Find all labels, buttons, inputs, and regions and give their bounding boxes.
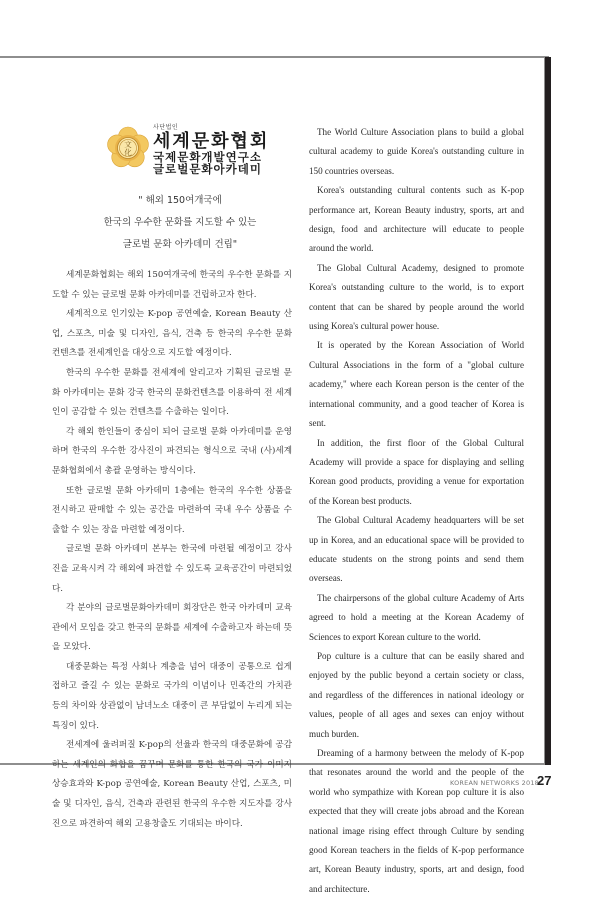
english-paragraph: It is operated by the Korean Association of World Cultural Associations in the form of a "global culture academy," where each Korean person is the center of the international community, and a good teacher of Korea is sent. (309, 340, 524, 429)
english-paragraph: The Global Cultural Academy headquarters will be set up in Korea, and an educational space will be provided to educate students on the strong points and send them overseas. (309, 515, 524, 584)
korean-paragraph: 또한 글로벌 문화 아카데미 1층에는 한국의 우수한 상품을 전시하고 판매할 수 있는 공간을 마련하여 국내 우수 상품을 수출할 수 있는 장을 마련할 예정이다. (52, 485, 292, 535)
english-paragraph: The Global Cultural Academy, designed to promote Korea's outstanding culture to the world, is to export content that can be shared by people around the world using Korea's cultural power house. (309, 262, 524, 332)
english-paragraph: The chairpersons of the global culture Academy of Arts agreed to hold a meeting at the Korean Academy of Sciences to export Korean culture to the world. (309, 592, 524, 642)
org-name: 세계문화협회 (153, 131, 270, 152)
headline-line: " 해외 150여개국에 (138, 195, 222, 206)
english-paragraph: Pop culture is a culture that can be easily shared and enjoyed by the public beyond a certain society or class, and regardless of the differences in national ideology or values, people of all ages and sexes can enjoy without much burden. (309, 650, 524, 739)
korean-paragraph: 전세계에 울려퍼질 K-pop의 선율과 한국의 대중문화에 공감하는 세계인의 화합을 꿈꾸며 문화를 통한 한국의 국가 이미지 상승효과와 K-pop 공연예술, Korean Beauty 산업, 스포츠, 미술 및 디자인, 음식, 건축과 관련된 한국의 우수한 지도자를 강사진으로 파견하여 해외 고용창출도 기대되는 바이다. (52, 740, 292, 829)
org-subtitle-2: 글로벌문화아카데미 (153, 162, 262, 176)
english-paragraph: Dreaming of a harmony between the melody of K-pop that resonates around the world and the people of the world who sympathize with Korean pop culture it is also expected that they will create jobs abroad and the Korean national image rising effect through Culture by sending good Korean teachers in the fields of K-pop performance art, Korean Beauty industry, sports, art and design, food and architecture. (309, 748, 524, 894)
frame-top-rule (0, 56, 549, 58)
headline-line: 글로벌 문화 아카데미 건립" (122, 239, 238, 250)
org-subtitle-1: 국제문화개발연구소 (153, 150, 262, 164)
headline-quote (60, 190, 300, 256)
emblem-char-top: 文 (124, 140, 132, 149)
page-number: 27 (537, 773, 552, 788)
korean-paragraph: 대중문화는 특정 사회나 계층을 넘어 대중이 공통으로 쉽게 접하고 즐길 수 있는 문화로 국가의 이념이나 민족간의 가치관 등의 차이와 상관없이 남녀노소 대중이 큰 부담없이 누리게 되는 특징이 있다. (52, 661, 292, 731)
association-logo (106, 124, 276, 174)
english-paragraph: The World Culture Association plans to build a global cultural academy to guide Korea's outstanding culture in 150 countries overseas. (309, 127, 524, 176)
korean-paragraph: 세계문화협회는 해외 150여개국에 한국의 우수한 문화를 지도할 수 있는 글로벌 문화 아카데미를 건립하고자 한다. (52, 270, 292, 300)
org-type: 사단법인 (153, 124, 179, 131)
english-paragraph: In addition, the first floor of the Global Cultural Academy will provide a space for displaying and selling Korean good products, providing a venue for exportation of the Korean best products. (309, 437, 524, 506)
korean-paragraph: 세계적으로 인기있는 K-pop 공연예술, Korean Beauty 산업, 스포츠, 미술 및 디자인, 음식, 건축 등 한국의 우수한 문화 컨텐츠를 전세계인을 대상으로 지도할 예정이다. (52, 309, 292, 359)
korean-paragraph: 각 분야의 글로벌문화아카데미 회장단은 한국 아카데미 교육관에서 모임을 갖고 한국의 문화를 세계에 수출하고자 하는데 뜻을 모았다. (52, 603, 292, 653)
headline-line: 한국의 우수한 문화를 지도할 수 있는 (103, 217, 257, 228)
korean-paragraph: 한국의 우수한 문화를 전세계에 알리고자 기획된 글로벌 문화 아카데미는 문화 강국 한국의 문화컨텐츠를 이용하여 전 세계인이 공감할 수 있는 컨텐츠를 수출하는 일이다. (52, 367, 292, 418)
english-paragraph: Korea's outstanding cultural contents such as K-pop performance art, Korean Beauty industry, sports, art and design, food and architecture will educate to people around the world. (309, 185, 524, 254)
korean-paragraph: 글로벌 문화 아카데미 본부는 한국에 마련될 예정이고 강사진을 교육시켜 각 해외에 파견할 수 있도록 교육공간이 마련되었다. (52, 544, 292, 594)
korean-article-body (52, 266, 292, 834)
korean-paragraph: 각 해외 한인들이 중심이 되어 글로벌 문화 아카데미를 운영하며 한국의 우수한 강사진이 파견되는 형식으로 국내 (사)세계문화협회에서 총괄 운영하는 방식이다. (52, 426, 292, 476)
publication-footer: KOREAN NETWORKS 2018 (450, 779, 540, 787)
emblem-char-bottom: 化 (124, 148, 132, 157)
frame-right-shadow-bar (545, 57, 551, 765)
emblem-icon (106, 126, 150, 170)
